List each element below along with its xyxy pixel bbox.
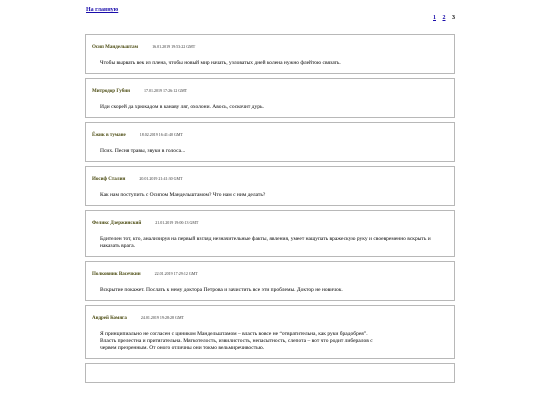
post-text: Псих. Песня травы, звуки в голоса... <box>100 148 186 154</box>
post-text: Чтобы вырвать век из плена, чтобы новый мир начать, узловатых дней колена нужно флейтою связать. <box>100 60 341 66</box>
post-text: Я принципиально не согласен с циником Мандельштамом – власть вовсе не “отвратительна, как руки брадобрея”. Власть прелестна и притягательна. Мягкотелость, извилистость, непасытность, слепота – вот что родит либералов с червем презренным. От оного отличны они токмо вельмиречивостью. <box>100 331 373 351</box>
post-author: Осип Мандельштам <box>92 45 139 50</box>
post-text: Вскрытие покажет. Послать к нему доктора Петрова и зачистить все эти проблемы. Доктор не новичок. <box>100 287 343 293</box>
post <box>85 166 455 206</box>
post-author: Феликс Дзержинский <box>92 221 142 226</box>
post-date: 18.02.2019 16:41:40 GMT <box>139 132 183 137</box>
home-link[interactable]: На главную <box>86 7 119 13</box>
post-date: 22.01.2019 17:29:12 GMT <box>154 271 198 276</box>
pagination <box>428 15 455 21</box>
post-date: 20.01.2019 21:41:30 GMT <box>139 176 183 181</box>
post-date: 21.01.2019 19:00:13 GMT <box>155 220 199 225</box>
post-text: Иди скорей да хрюкадом в канаву ляг, охолони. Авось, соскочит дурь. <box>100 104 264 110</box>
post <box>85 122 455 162</box>
post-author: Иосиф Сталин <box>92 177 126 182</box>
page-current: 3 <box>452 15 455 21</box>
post <box>85 34 455 74</box>
post-text: Как нам поступить с Осипом Мандельштамом? Что нам с ним делать? <box>100 192 266 198</box>
post-author: Ёжик в тумане <box>92 133 126 138</box>
posts-list <box>85 34 455 387</box>
post <box>85 305 455 359</box>
post-date: 24.01.2019 19:28:28 GMT <box>140 315 184 320</box>
post <box>85 78 455 118</box>
post-date: 16.01.2019 19:53:22 GMT <box>152 44 196 49</box>
post <box>85 210 455 257</box>
post-author: Митродор Губин <box>92 89 131 94</box>
post-author: Андрей Комяга <box>92 316 127 321</box>
post-author: Полковник Васечкин <box>92 272 141 277</box>
post-partial <box>85 363 455 383</box>
post-text: Бдителен тот, кто, анализируя на первый взгляд незначительные факты, явления, умеет нащупать вражескую руку и своевременно вскрыть и наказать врага. <box>100 236 431 249</box>
post-date: 17.01.2019 17:26:12 GMT <box>144 88 188 93</box>
page-link-2[interactable]: 2 <box>442 15 446 21</box>
post <box>85 261 455 301</box>
page-link-1[interactable]: 1 <box>433 15 436 21</box>
